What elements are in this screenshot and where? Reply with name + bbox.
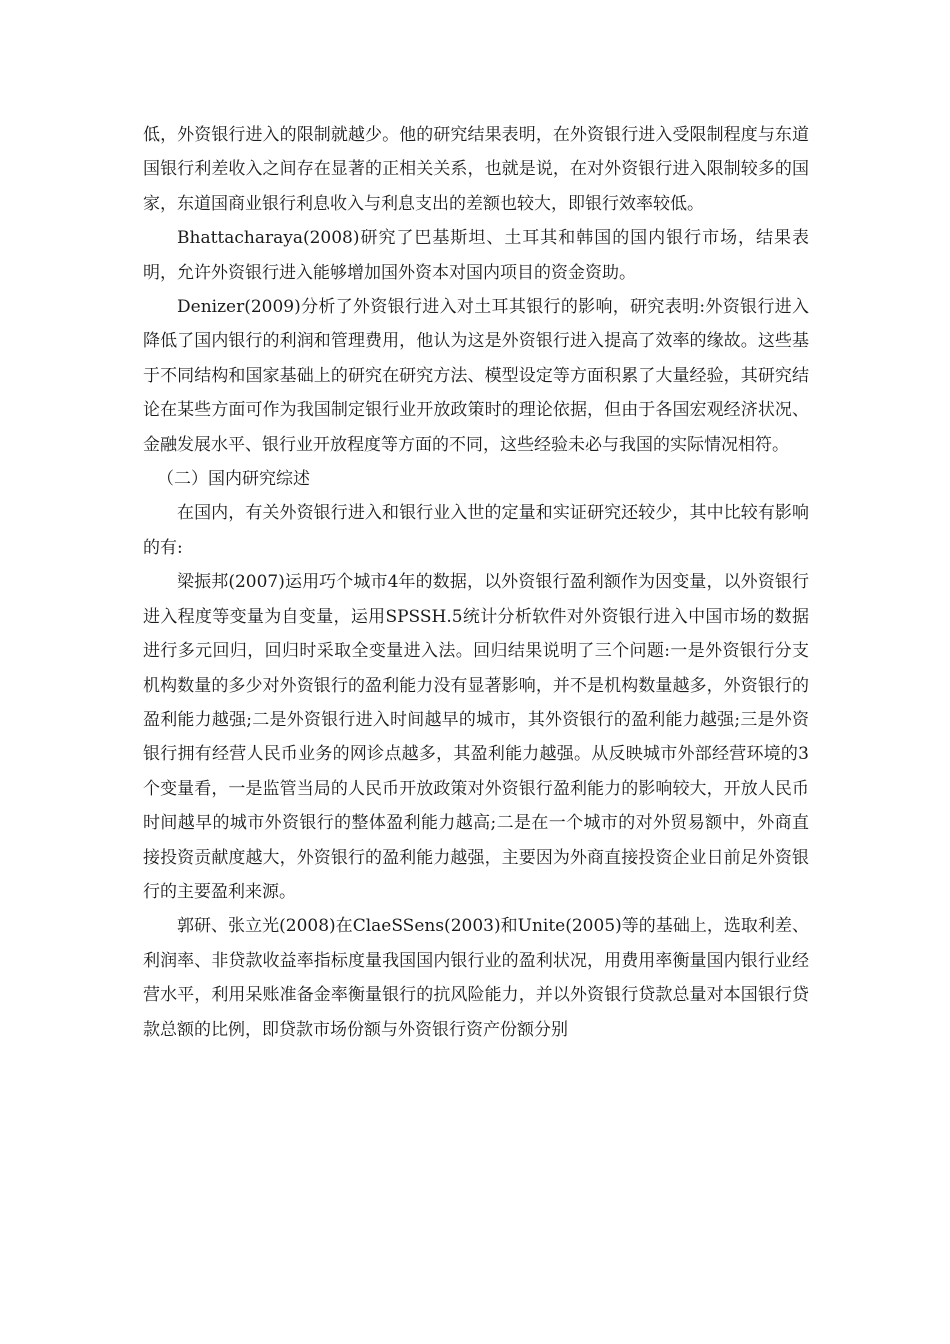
paragraph-liang: 梁振邦(2007)运用巧个城市4年的数据，以外资银行盈利额作为因变量，以外资银行进入程度等变量为自变量，运用SPSSH.5统计分析软件对外资银行进入中国市场的数据进行多元回归，回归时采取全变量进入法。回归结果说明了三个问题:一是外资银行分支机构数量的多少对外资银行的盈利能力没有显著影响，并不是机构数量越多，外资银行的盈利能力越强;二是外资银行进入时间越早的城市，其外资银行的盈利能力越强;三是外资银行拥有经营人民币业务的网诊点越多，其盈利能力越强。从反映城市外部经营环境的3个变量看，一是监管当局的人民币开放政策对外资银行盈利能力的影响较大，开放人民币时间越早的城市外资银行的整体盈利能力越高;二是在一个城市的对外贸易额中，外商直接投资贡献度越大，外资银行的盈利能力越强，主要因为外商直接投资企业日前足外资银行的主要盈利来源。 xyxy=(143,572,809,902)
paragraph-bhattacharaya: Bhattacharaya(2008)研究了巴基斯坦、土耳其和韩国的国内银行市场，结果表明，允许外资银行进入能够增加国外资本对国内项目的资金资助。 xyxy=(143,228,809,283)
document-body xyxy=(143,118,809,1047)
paragraph-denizer: Denizer(2009)分析了外资银行进入对土耳其银行的影响，研究表明:外资银行进入降低了国内银行的利润和管理费用，他认为这是外资银行进入提高了效率的缘故。这些基于不同结构和国家基础上的研究在研究方法、模型设定等方面积累了大量经验，其研究结论在某些方面可作为我国制定银行业开放政策时的理论依据，但由于各国宏观经济状况、金融发展水平、银行业开放程度等方面的不同，这些经验未必与我国的实际情况相符。 xyxy=(143,297,809,455)
paragraph-domestic-intro: 在国内，有关外资银行进入和银行业入世的定量和实证研究还较少，其中比较有影响的有: xyxy=(143,503,809,558)
section-heading: （二）国内研究综述 xyxy=(157,469,310,490)
paragraph-continuation: 低，外资银行进入的限制就越少。他的研究结果表明，在外资银行进入受限制程度与东道国银行利差收入之间存在显著的正相关关系，也就是说，在对外资银行进入限制较多的国家，东道国商业银行利息收入与利息支出的差额也较大，即银行效率较低。 xyxy=(143,125,809,214)
paragraph-guo-zhang: 郭研、张立光(2008)在ClaeSSens(2003)和Unite(2005)等的基础上，选取利差、利润率、非贷款收益率指标度量我国国内银行业的盈利状况，用费用率衡量国内银行业经营水平，利用呆账准备金率衡量银行的抗风险能力，并以外资银行贷款总量对本国银行贷款总额的比例，即贷款市场份额与外资银行资产份额分别 xyxy=(143,916,809,1040)
